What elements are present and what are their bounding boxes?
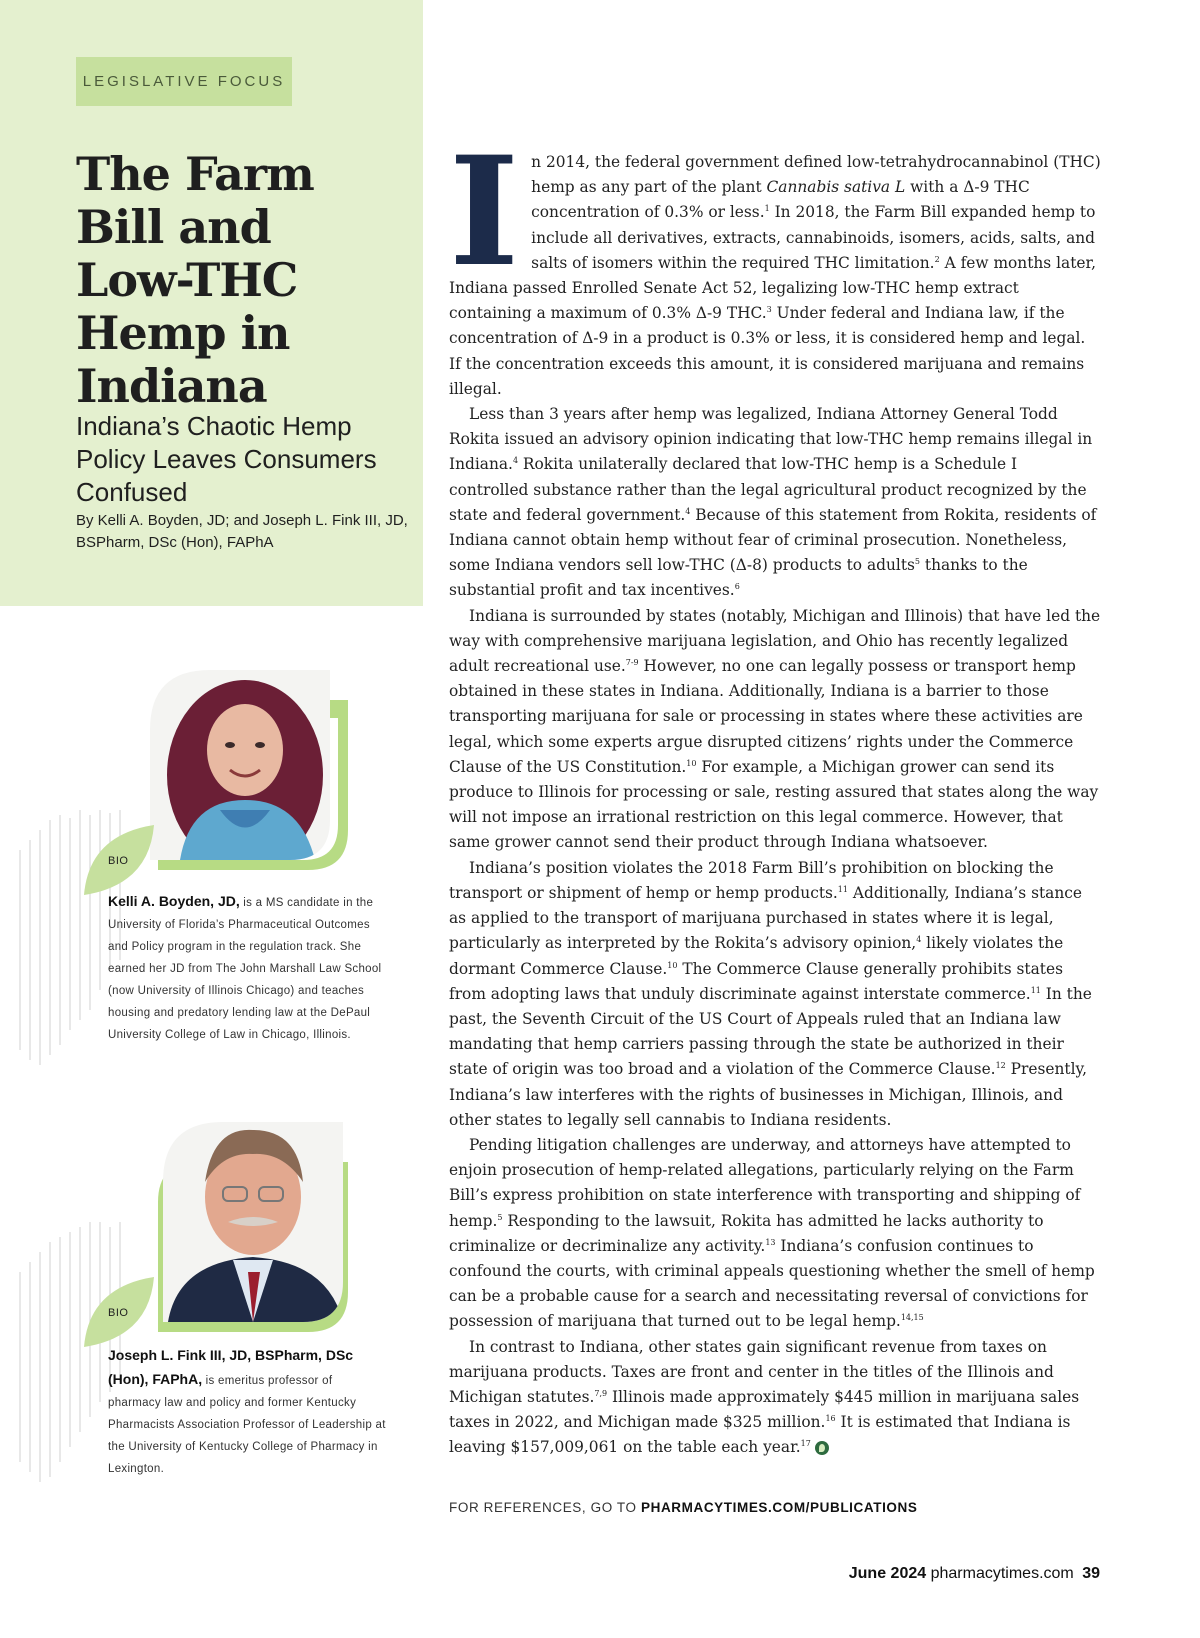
article-paragraph: Indiana is surrounded by states (notably, Michigan and Illinois) that have led the way with comprehensive marijuana legislation, and Ohio has recently legalized adult recreational use.$^{7-9}$ However, no one can legally possess or transport hemp obtained in these states in Indiana. Additionally, Indiana is a barrier to those transporting marijuana for sale or processing in states where these activities are legal, which some experts argue disrupted citizens’ rights under the Commerce Clause of the US Constitution.$^{10}$ For example, a Michigan grower can send its produce to Illinois for processing or sale, resting assured that states along the way will not impose an irrational restriction on this legal commerce. However, that same grower cannot send their product through Indiana whatsoever.	[449, 606, 1101, 852]
bio-block-fink	[0, 1122, 423, 1552]
footer-date: June 2024	[848, 1565, 927, 1582]
footer-site: pharmacytimes.com	[930, 1565, 1074, 1582]
citation-superscript: 4	[685, 506, 691, 516]
page-footer	[849, 1565, 1100, 1583]
title-line: Bill and	[76, 200, 271, 254]
citation-superscript: 2	[934, 254, 940, 264]
article-body	[449, 124, 1101, 1461]
citation-superscript: 6	[734, 582, 740, 592]
citation-superscript: 7,9	[594, 1388, 608, 1398]
bio-description-fink: is emeritus professor of pharmacy law and policy and former Kentucky Pharmacists Association Professor of Leadership at the University of Kentucky College of Pharmacy in Lexington.	[108, 1375, 386, 1475]
avatar-fink	[163, 1122, 343, 1322]
citation-superscript: 1	[764, 204, 770, 214]
byline: By Kelli A. Boyden, JD; and Joseph L. Fink III, JD, BSPharm, DSc (Hon), FAPhA	[76, 512, 408, 551]
citation-superscript: 11	[1030, 985, 1041, 995]
bio-text-fink	[108, 1344, 388, 1480]
bio-text-boyden	[108, 890, 388, 1046]
citation-superscript: 10	[686, 758, 697, 768]
citation-superscript: 13	[765, 1237, 776, 1247]
end-of-article-leaf-icon	[815, 1441, 829, 1455]
bio-label: BIO	[108, 855, 129, 867]
citation-superscript: 3	[766, 305, 772, 315]
citation-superscript: 5	[914, 557, 920, 567]
bio-block-boyden	[0, 660, 423, 1130]
article-paragraph: Indiana’s position violates the 2018 Farm Bill’s prohibition on blocking the transport or shipment of hemp or hemp products.$^{11}$ Additionally, Indiana’s stance as applied to the transport of marijuana purchased in states where it is legal, particularly as interpreted by the Rokita’s advisory opinion,$^4$ likely violates the dormant Commerce Clause.$^{10}$ The Commerce Clause generally prohibits states from adopting laws that unduly discriminate against interstate commerce.$^{11}$ In the past, the Seventh Circuit of the US Court of Appeals ruled that an Indiana law mandating that hemp carriers passing through the state be authorized in their state of origin was too broad and a violation of the Commerce Clause.$^{12}$ Presently, Indiana’s law interferes with the rights of businesses in Michigan, Illinois, and other states to legally sell cannabis to Indiana residents.	[449, 858, 1092, 1129]
page-number: 39	[1082, 1565, 1100, 1582]
article-paragraph: In contrast to Indiana, other states gain significant revenue from taxes on marijuana products. Taxes are front and center in the titles of the Illinois and Michigan statutes.$^{7,9}$ Illinois made approximately $445 million in marijuana sales taxes in 2022, and Michigan made $325 million.$^{16}$ It is estimated that Indiana is leaving $157,009,061 on the table each year.$^{17}$	[449, 1337, 1080, 1457]
title-line: Low-THC	[76, 253, 298, 307]
avatar-boyden	[150, 670, 330, 860]
drop-cap: I	[449, 124, 520, 300]
references-prefix: FOR REFERENCES, GO TO	[449, 1500, 641, 1515]
italic-text: Cannabis sativa L	[766, 178, 906, 197]
article-title	[76, 148, 406, 413]
article-paragraph: Less than 3 years after hemp was legalized, Indiana Attorney General Todd Rokita issued an advisory opinion indicating that low-THC hemp remains illegal in Indiana.$^4$ Rokita unilaterally declared that low-THC hemp is a Schedule I controlled substance rather than the legal agricultural product recognized by the state and federal government.$^4$ Because of this statement from Rokita, residents of Indiana cannot obtain hemp without fear of criminal prosecution. Nonetheless, some Indiana vendors sell low-THC (Δ-8) products to adults$^5$ thanks to the substantial profit and tax incentives.$^6$	[449, 405, 1097, 600]
bio-label: BIO	[108, 1307, 129, 1319]
citation-superscript: 4	[512, 456, 519, 466]
citation-superscript: 11	[837, 884, 848, 894]
hero-panel	[0, 0, 423, 606]
citation-superscript: 17	[800, 1439, 811, 1449]
bio-name-boyden: Kelli A. Boyden, JD,	[108, 893, 240, 909]
citation-superscript: 7-9	[625, 657, 639, 667]
citation-superscript: 10	[667, 960, 678, 970]
article-subtitle: Indiana’s Chaotic Hemp Policy Leaves Consumers Confused	[76, 411, 377, 507]
bio-description-boyden: is a MS candidate in the University of Florida’s Pharmaceutical Outcomes and Policy program in the regulation track. She earned her JD from The John Marshall Law School (now University of Illinois Chicago) and teaches housing and predatory lending law at the DePaul University College of Law in Chicago, Illinois.	[108, 897, 382, 1041]
references-note	[449, 1500, 917, 1515]
title-line: Indiana	[76, 359, 267, 413]
article-paragraphs	[449, 124, 1101, 1461]
citation-superscript: 4	[916, 935, 922, 945]
title-line: Hemp in	[76, 306, 290, 360]
bio-name-fink: Joseph L. Fink III, JD, BSPharm, DSc (Hon), FAPhA,	[108, 1347, 354, 1387]
article-paragraph: Pending litigation challenges are underway, and attorneys have attempted to enjoin prosecution of hemp-related allegations, particularly relying on the Farm Bill’s express prohibition on state interference with transporting and shipping of hemp.$^5$ Responding to the lawsuit, Rokita has admitted he lacks authority to criminalize or decriminalize any activity.$^{13}$ Indiana’s confusion continues to confound the courts, with criminal appeals questioning whether the smell of hemp can be a probable cause for a search and necessitating reversal of convictions for possession of marijuana that turned out to be legal hemp.$^{14,15}$	[449, 1135, 1095, 1331]
article-paragraph: n 2014, the federal government defined low-tetrahydrocannabinol (THC) hemp as any part of the plant Cannabis sativa L with a Δ-9 THC concentration of 0.3% or less.$^1$ In 2018, the Farm Bill expanded hemp to include all derivatives, extracts, cannabinoids, isomers, acids, salts, and salts of isomers within the required THC limitation.$^2$ A few months later, Indiana passed Enrolled Senate Act 52, legalizing low-THC hemp extract containing a maximum of 0.3% Δ-9 THC.$^3$ Under federal and Indiana law, if the concentration of Δ-9 in a product is 0.3% or less, it is considered hemp and legal. If the concentration exceeds this amount, it is considered marijuana and remains illegal.	[449, 153, 1101, 398]
citation-superscript: 16	[825, 1414, 836, 1424]
citation-superscript: 12	[995, 1061, 1006, 1071]
citation-superscript: 14,15	[900, 1313, 924, 1323]
title-line: The Farm	[76, 147, 314, 201]
section-tag: LEGISLATIVE FOCUS	[76, 57, 292, 106]
citation-superscript: 5	[497, 1212, 503, 1222]
references-link[interactable]: PHARMACYTIMES.COM/PUBLICATIONS	[640, 1500, 918, 1515]
